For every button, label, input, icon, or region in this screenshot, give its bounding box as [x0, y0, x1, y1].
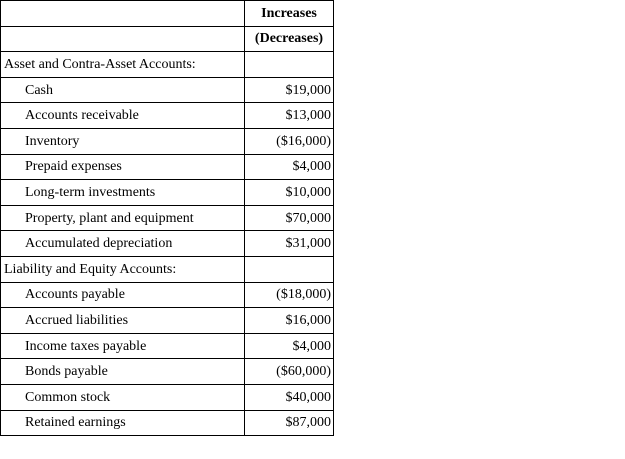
section-row-liabilities [1, 256, 334, 282]
section-blank-cell [245, 52, 334, 78]
table-row [1, 333, 334, 359]
row-value-bonds-payable: ($60,000) [245, 359, 334, 385]
header-row-1 [1, 1, 334, 27]
row-value-income-taxes-payable: $4,000 [245, 333, 334, 359]
row-label-accounts-receivable: Accounts receivable [1, 103, 245, 129]
row-label-accumulated-depreciation: Accumulated depreciation [1, 231, 245, 257]
column-header-decreases: (Decreases) [245, 26, 334, 52]
row-value-retained-earnings: $87,000 [245, 410, 334, 436]
section-row-assets [1, 52, 334, 78]
header-blank-cell [1, 26, 245, 52]
table-row [1, 384, 334, 410]
row-value-cash: $19,000 [245, 77, 334, 103]
table-row [1, 282, 334, 308]
section-title-liabilities: Liability and Equity Accounts: [1, 256, 245, 282]
row-label-long-term-investments: Long-term investments [1, 180, 245, 206]
table-row [1, 205, 334, 231]
table-row [1, 180, 334, 206]
row-label-retained-earnings: Retained earnings [1, 410, 245, 436]
header-row-2 [1, 26, 334, 52]
row-value-common-stock: $40,000 [245, 384, 334, 410]
table-row [1, 154, 334, 180]
row-value-accrued-liabilities: $16,000 [245, 308, 334, 334]
row-value-prepaid-expenses: $4,000 [245, 154, 334, 180]
table-row [1, 77, 334, 103]
table-row [1, 359, 334, 385]
row-label-inventory: Inventory [1, 128, 245, 154]
section-title-assets: Asset and Contra-Asset Accounts: [1, 52, 245, 78]
table-row [1, 103, 334, 129]
row-label-income-taxes-payable: Income taxes payable [1, 333, 245, 359]
row-label-accrued-liabilities: Accrued liabilities [1, 308, 245, 334]
table-row [1, 231, 334, 257]
row-label-common-stock: Common stock [1, 384, 245, 410]
row-value-property-plant-equipment: $70,000 [245, 205, 334, 231]
row-value-accounts-receivable: $13,000 [245, 103, 334, 129]
row-value-inventory: ($16,000) [245, 128, 334, 154]
section-blank-cell [245, 256, 334, 282]
column-header-increases: Increases [245, 1, 334, 27]
row-value-accounts-payable: ($18,000) [245, 282, 334, 308]
table-row [1, 128, 334, 154]
row-label-prepaid-expenses: Prepaid expenses [1, 154, 245, 180]
row-label-cash: Cash [1, 77, 245, 103]
table-row [1, 410, 334, 436]
row-label-accounts-payable: Accounts payable [1, 282, 245, 308]
row-label-property-plant-equipment: Property, plant and equipment [1, 205, 245, 231]
row-label-bonds-payable: Bonds payable [1, 359, 245, 385]
table-row [1, 308, 334, 334]
row-value-accumulated-depreciation: $31,000 [245, 231, 334, 257]
header-blank-cell [1, 1, 245, 27]
row-value-long-term-investments: $10,000 [245, 180, 334, 206]
